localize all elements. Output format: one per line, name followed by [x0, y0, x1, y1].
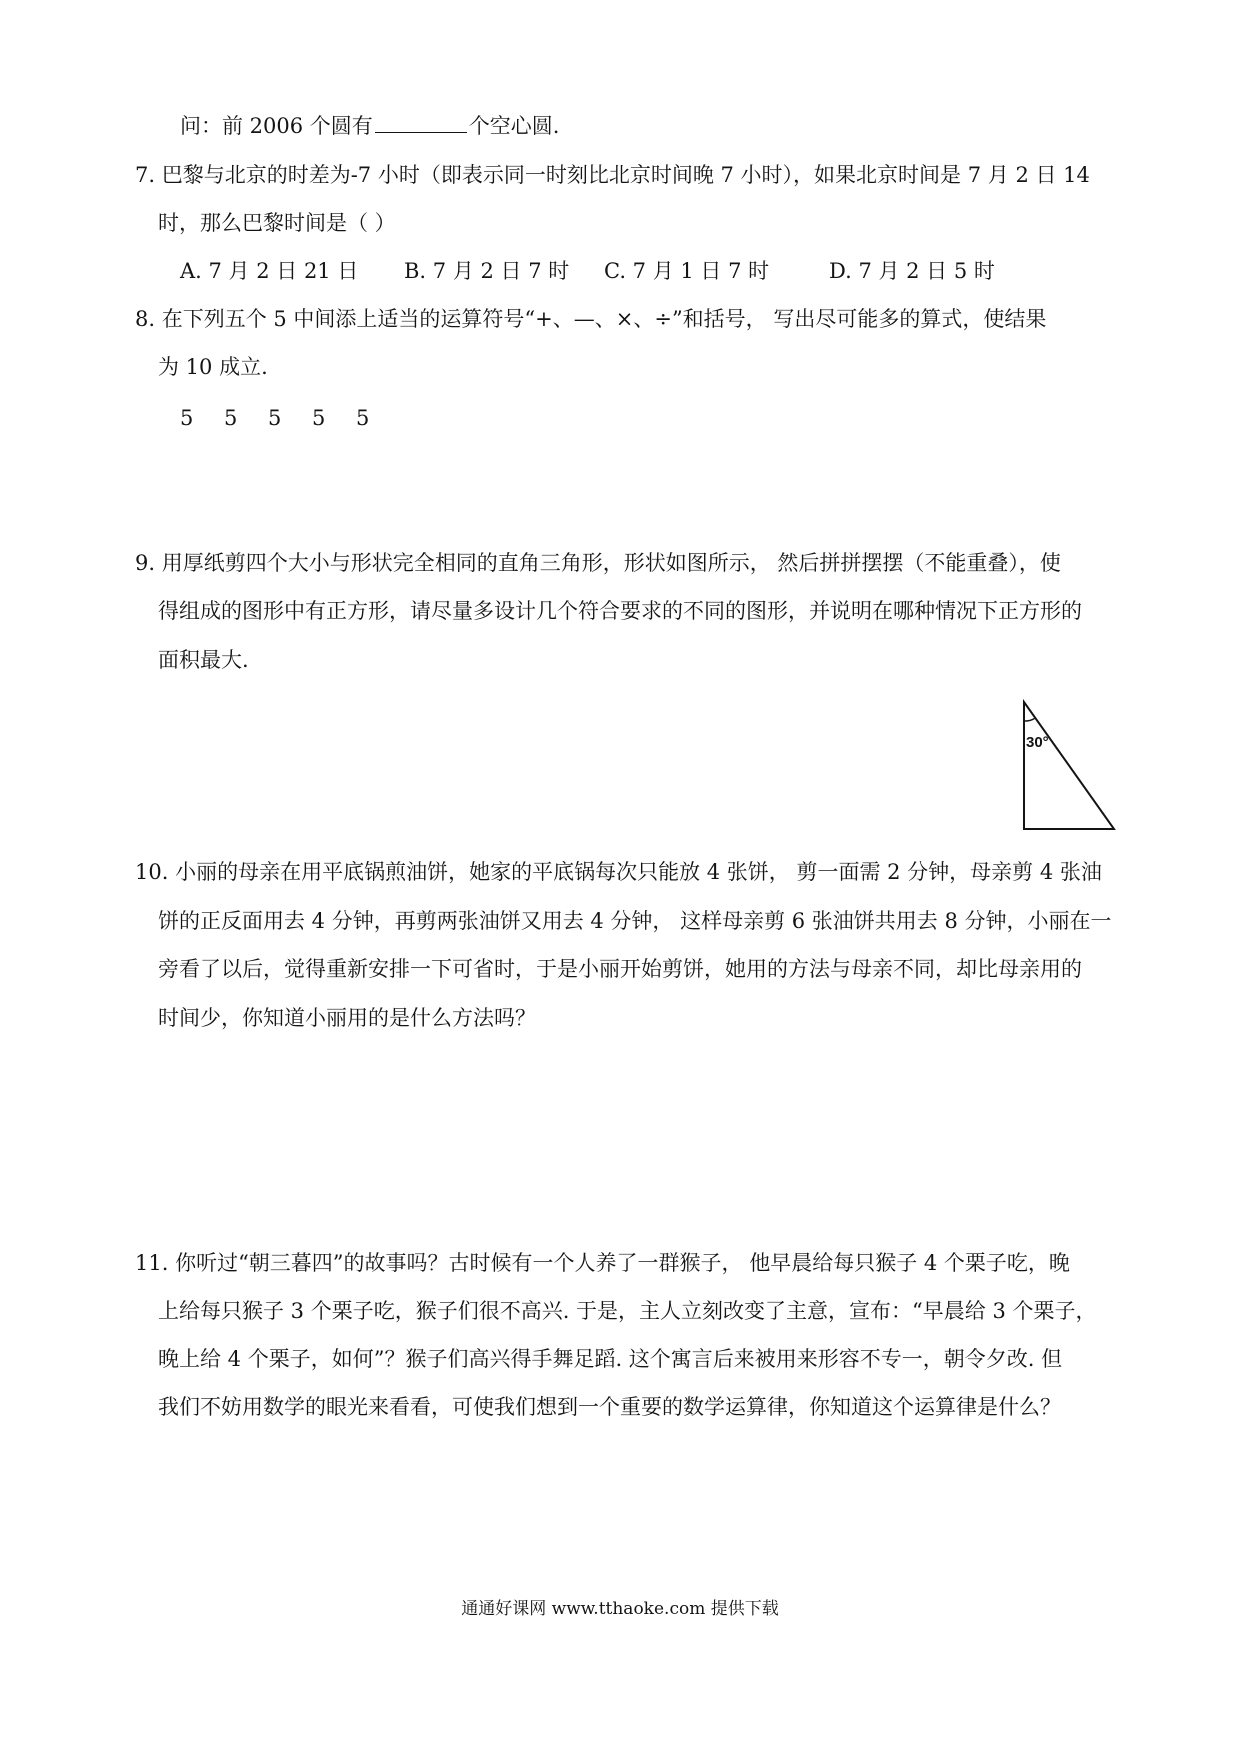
angle-arc [1024, 719, 1035, 722]
q11-line-1: 11. 你听过“朝三暮四”的故事吗？古时候有一个人养了一群猴子， 他早晨给每只猴子 4 个栗子吃，晚 [135, 1251, 1070, 1275]
q10-line-2: 饼的正反面用去 4 分钟，再剪两张油饼又用去 4 分钟， 这样母亲剪 6 张油饼共用去 8 分钟，小丽在一 [158, 909, 1112, 933]
q9-line-1: 9. 用厚纸剪四个大小与形状完全相同的直角三角形，形状如图所示， 然后拼拼摆摆（不能重叠），使 [135, 551, 1061, 575]
angle-label: 30° [1026, 734, 1049, 751]
q9-line-2: 得组成的图形中有正方形，请尽量多设计几个符合要求的不同的图形，并说明在哪种情况下正方形的 [158, 599, 1082, 623]
q6-answer-blank[interactable] [375, 114, 467, 133]
q7-line-1: 7. 巴黎与北京的时差为-7 小时（即表示同一时刻比北京时间晚 7 小时），如果北京时间是 7 月 2 日 14 [135, 163, 1090, 187]
page-footer: 通通好课网 www.tthaoke.com 提供下载 [461, 1599, 779, 1619]
q10-line-3: 旁看了以后，觉得重新安排一下可省时，于是小丽开始剪饼，她用的方法与母亲不同，却比母亲用的 [158, 957, 1082, 981]
q8-five-2: 5 [224, 406, 238, 430]
right-triangle-figure [1015, 695, 1121, 837]
q8-five-4: 5 [312, 406, 326, 430]
q11-line-4: 我们不妨用数学的眼光来看看，可使我们想到一个重要的数学运算律，你知道这个运算律是什么？ [158, 1395, 1061, 1419]
q8-line-2: 为 10 成立. [158, 355, 268, 379]
q6-text-before: 问：前 2006 个圆有 [180, 114, 373, 138]
q11-line-3: 晚上给 4 个栗子，如何”？猴子们高兴得手舞足蹈. 这个寓言后来被用来形容不专一，朝令夕改. 但 [158, 1347, 1063, 1371]
q8-five-3: 5 [268, 406, 282, 430]
q10-line-4: 时间少，你知道小丽用的是什么方法吗？ [158, 1006, 536, 1030]
right-triangle-shape [1024, 702, 1114, 829]
q7-option-a[interactable]: A. 7 月 2 日 21 日 [180, 259, 359, 283]
q8-line-1: 8. 在下列五个 5 中间添上适当的运算符号“+、—、×、÷”和括号， 写出尽可能多的算式，使结果 [135, 307, 1047, 331]
right-triangle-diagram [1015, 695, 1121, 837]
q8-five-1: 5 [180, 406, 194, 430]
q10-line-1: 10. 小丽的母亲在用平底锅煎油饼，她家的平底锅每次只能放 4 张饼， 剪一面需 2 分钟，母亲剪 4 张油 [135, 860, 1102, 884]
q6-text-after: 个空心圆. [468, 114, 560, 138]
q7-line-2: 时，那么巴黎时间是（ ） [158, 211, 396, 235]
q9-line-3: 面积最大. [158, 648, 249, 672]
q6-answer-line [180, 112, 559, 140]
q7-option-d[interactable]: D. 7 月 2 日 5 时 [829, 259, 995, 283]
q7-option-b[interactable]: B. 7 月 2 日 7 时 [404, 259, 570, 283]
q7-option-c[interactable]: C. 7 月 1 日 7 时 [604, 259, 770, 283]
q8-five-5: 5 [356, 406, 370, 430]
q11-line-2: 上给每只猴子 3 个栗子吃，猴子们很不高兴. 于是，主人立刻改变了主意，宣布：“早晨给 3 个栗子， [158, 1299, 1097, 1323]
